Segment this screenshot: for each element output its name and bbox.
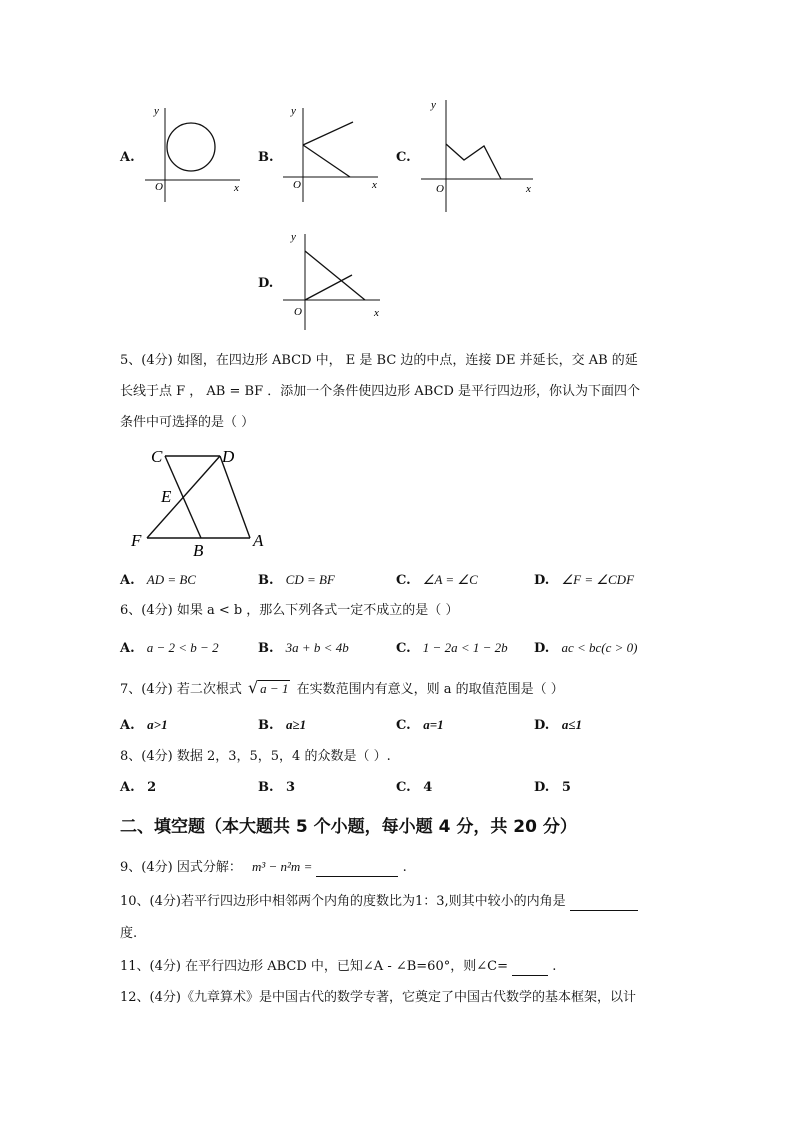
q7-option-c-label: C. bbox=[396, 718, 411, 733]
q4-a-x-label: x bbox=[234, 182, 239, 194]
q5-option-d-text: ∠F = ∠CDF bbox=[561, 572, 635, 587]
q4-d-origin: O bbox=[294, 306, 302, 318]
q5-label-a: A bbox=[253, 531, 264, 550]
q5-line3: 条件中可选择的是（ ） bbox=[120, 415, 255, 430]
q8-option-d bbox=[534, 779, 571, 797]
q9-tail: . bbox=[402, 860, 407, 875]
q8-option-a-text: 2 bbox=[147, 780, 157, 795]
q4-b-y-label: y bbox=[291, 105, 296, 117]
q5-line1: 5、(4分) 如图，在四边形 ABCD 中， E 是 BC 边的中点，连接 DE 并延长，交 AB 的延 bbox=[120, 353, 638, 368]
q9-line bbox=[120, 858, 407, 877]
q8-option-b-text: 3 bbox=[286, 780, 296, 795]
q4-c-origin: O bbox=[436, 183, 444, 195]
q6-option-d bbox=[534, 639, 638, 658]
q7-radical: √ a − 1 bbox=[247, 678, 289, 697]
q8-option-b bbox=[258, 779, 295, 797]
q4-d-x-label: x bbox=[374, 307, 379, 319]
q5-option-a-text: AD = BC bbox=[146, 572, 196, 587]
q8-option-b-label: B. bbox=[258, 780, 274, 795]
q5-label-c: C bbox=[151, 447, 163, 466]
q4-b-origin: O bbox=[293, 179, 301, 191]
q5-label-b: B bbox=[193, 541, 204, 560]
q7-option-d-text: a≤1 bbox=[561, 717, 583, 732]
q5-label-f: F bbox=[131, 531, 142, 550]
q8-option-c bbox=[396, 779, 432, 797]
q9-stem: 9、(4分) 因式分解： bbox=[120, 860, 242, 875]
q6-option-b-text: 3a + b < 4b bbox=[285, 640, 349, 655]
q6-option-d-label: D. bbox=[534, 641, 550, 656]
q6-option-d-text: ac < bc(c > 0) bbox=[561, 640, 638, 655]
q7-radicand: a − 1 bbox=[260, 681, 289, 696]
q4-option-c-label: C. bbox=[396, 150, 411, 165]
q7-option-c bbox=[396, 716, 444, 735]
q4-graph-d bbox=[280, 226, 390, 336]
q6-option-c-text: 1 − 2a < 1 − 2b bbox=[422, 640, 508, 655]
q5-option-b bbox=[258, 571, 335, 590]
q7-option-b-label: B. bbox=[258, 718, 274, 733]
q12-line1: 12、(4分)《九章算术》是中国古代的数学专著，它奠定了中国古代数学的基本框架，以计 bbox=[120, 990, 636, 1005]
q5-option-d-label: D. bbox=[534, 573, 550, 588]
q4-option-d-label: D. bbox=[258, 276, 274, 291]
q5-options bbox=[120, 571, 196, 590]
q6-option-c-label: C. bbox=[396, 641, 411, 656]
section-title: 二、填空题（本大题共 5 个小题，每小题 4 分，共 20 分） bbox=[120, 817, 577, 837]
q7-option-a-text: a>1 bbox=[147, 717, 168, 732]
q6-option-a bbox=[120, 639, 219, 658]
q6-option-b-label: B. bbox=[258, 641, 274, 656]
q9-expr: m³ − n²m = bbox=[251, 859, 313, 874]
q5-label-d: D bbox=[222, 447, 235, 466]
q7-option-b bbox=[258, 716, 306, 735]
q8-stem: 8、(4分) 数据 2，3，5，5，4 的众数是（ ）. bbox=[120, 749, 391, 764]
q4-a-origin: O bbox=[155, 181, 163, 193]
q5-option-c-text: ∠A = ∠C bbox=[422, 572, 478, 587]
q7-option-c-text: a=1 bbox=[423, 717, 444, 732]
q8-option-a-label: A. bbox=[120, 780, 135, 795]
q8-option-d-text: 5 bbox=[561, 780, 571, 795]
q8-option-d-label: D. bbox=[534, 780, 550, 795]
q8-option-c-text: 4 bbox=[423, 780, 433, 795]
q7-stem bbox=[120, 679, 564, 699]
q10-stem: 10、(4分)若平行四边形中相邻两个内角的度数比为1：3,则其中较小的内角是 bbox=[120, 894, 566, 909]
q5-line2: 长线于点 F ， AB = BF ．添加一个条件使四边形 ABCD 是平行四边形，你认为下面四个 bbox=[120, 384, 641, 399]
q5-option-d bbox=[534, 571, 634, 590]
q11-answer-blank[interactable] bbox=[512, 961, 548, 976]
q5-option-b-text: CD = BF bbox=[285, 572, 335, 587]
q7-stem-b: 在实数范围内有意义，则 a 的取值范围是（ ） bbox=[296, 682, 564, 697]
q4-d-y-label: y bbox=[291, 231, 296, 243]
q4-b-x-label: x bbox=[372, 179, 377, 191]
q6-stem: 6、(4分) 如果 a < b ，那么下列各式一定不成立的是（ ） bbox=[120, 603, 459, 618]
q6-option-c bbox=[396, 639, 508, 658]
q10-line2: 度. bbox=[120, 926, 138, 941]
q8-option-c-label: C. bbox=[396, 780, 411, 795]
q4-option-b-label: B. bbox=[258, 150, 274, 165]
q5-label-e: E bbox=[161, 487, 172, 506]
q5-option-c-label: C. bbox=[396, 573, 411, 588]
q10-answer-blank[interactable] bbox=[570, 896, 638, 911]
q6-option-b bbox=[258, 639, 349, 658]
q4-c-y-label: y bbox=[431, 99, 436, 111]
q4-graph-a bbox=[140, 100, 250, 210]
q7-option-b-text: a≥1 bbox=[286, 717, 307, 732]
q6-option-a-text: a − 2 < b − 2 bbox=[146, 640, 219, 655]
q4-graph-c bbox=[418, 94, 538, 214]
q7-option-d-label: D. bbox=[534, 718, 550, 733]
q4-graph-b bbox=[278, 100, 388, 210]
q7-stem-a: 7、(4分) 若二次根式 bbox=[120, 682, 242, 697]
q11-line bbox=[120, 958, 556, 976]
q4-a-y-label: y bbox=[154, 105, 159, 117]
q5-option-c bbox=[396, 571, 478, 590]
q5-figure bbox=[125, 442, 275, 560]
q4-c-x-label: x bbox=[526, 183, 531, 195]
q9-answer-blank[interactable] bbox=[316, 862, 398, 877]
q7-option-a-label: A. bbox=[120, 718, 135, 733]
q11-stem: 11、(4分) 在平行四边形 ABCD 中，已知∠A - ∠B=60°，则∠C= bbox=[120, 959, 508, 974]
q8-option-a bbox=[120, 779, 156, 797]
q7-option-a bbox=[120, 716, 168, 735]
q7-option-d bbox=[534, 716, 582, 735]
q5-option-a-label: A. bbox=[120, 573, 135, 588]
q10-line1 bbox=[120, 893, 638, 911]
q4-option-a-label: A. bbox=[120, 150, 135, 165]
q11-tail: . bbox=[552, 959, 557, 974]
q5-option-b-label: B. bbox=[258, 573, 274, 588]
q6-option-a-label: A. bbox=[120, 641, 135, 656]
